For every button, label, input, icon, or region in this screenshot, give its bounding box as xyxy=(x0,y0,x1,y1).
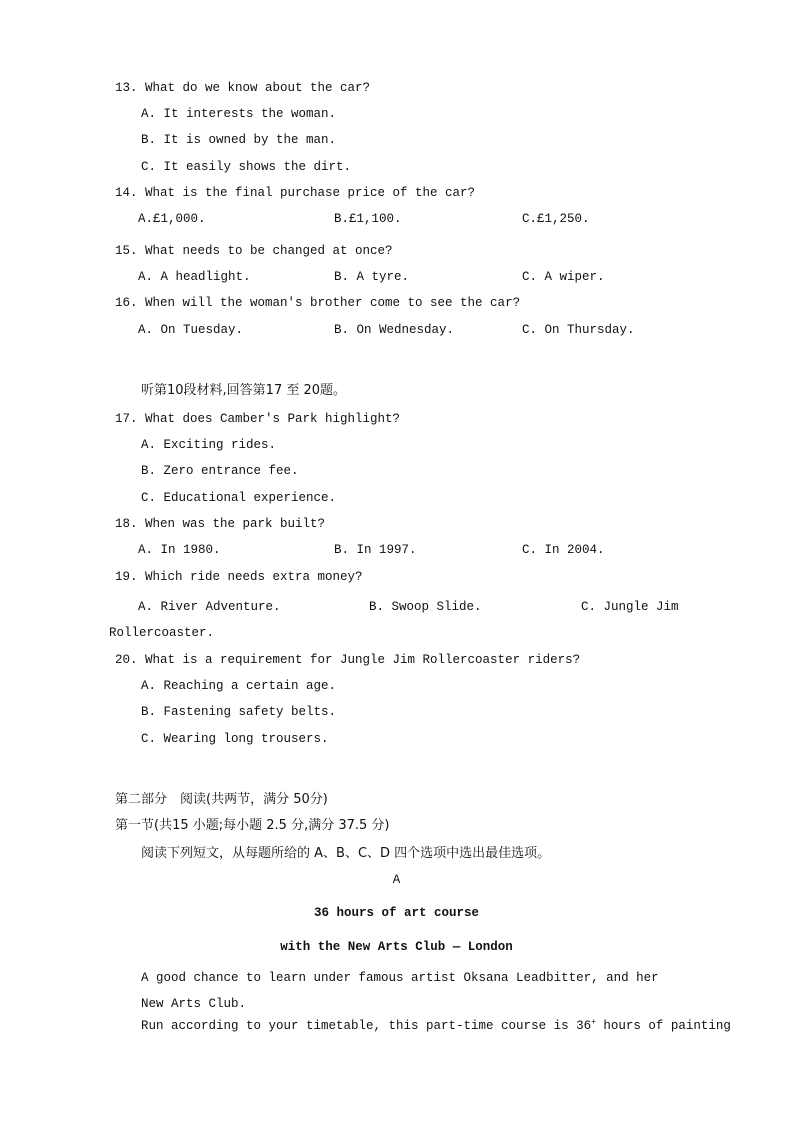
q13-option-c: C. It easily shows the dirt. xyxy=(141,160,352,174)
passage-title: 36 hours of art course xyxy=(313,906,480,920)
passage-paragraph-1: A good chance to learn under famous artist Oksana Leadbitter, and her New Arts Club. xyxy=(141,971,659,1011)
paragraph-2-text-end: hours of painting xyxy=(595,1019,731,1033)
question-20: 20. What is a requirement for Jungle Jim Rollercoaster riders? xyxy=(115,653,581,667)
q16-option-b: B. On Wednesday. xyxy=(334,323,455,337)
superscript-plus: + xyxy=(591,1017,596,1027)
q14-option-c: C.£1,250. xyxy=(522,212,590,226)
q13-option-a: A. It interests the woman. xyxy=(141,107,337,121)
q19-option-b: B. Swoop Slide. xyxy=(369,600,482,614)
q15-option-c: C. A wiper. xyxy=(522,270,605,284)
question-15: 15. What needs to be changed at once? xyxy=(115,244,393,258)
q16-option-a: A. On Tuesday. xyxy=(138,323,244,337)
q18-option-c: C. In 2004. xyxy=(522,543,605,557)
passage-paragraph-2 xyxy=(141,1018,731,1034)
q20-option-b: B. Fastening safety belts. xyxy=(141,705,337,719)
q14-option-a: A.£1,000. xyxy=(138,212,206,226)
part-2-heading: 第二部分 阅读(共两节，满分 50分) xyxy=(115,792,328,807)
q15-option-b: B. A tyre. xyxy=(334,270,410,284)
q19-option-c-continued: Rollercoaster. xyxy=(109,626,215,640)
question-19: 19. Which ride needs extra money? xyxy=(115,570,363,584)
q18-option-b: B. In 1997. xyxy=(334,543,417,557)
q20-option-a: A. Reaching a certain age. xyxy=(141,679,337,693)
reading-instruction: 阅读下列短文，从每题所给的 A、B、C、D 四个选项中选出最佳选项。 xyxy=(141,846,551,861)
passage-letter: A xyxy=(392,873,401,887)
question-13: 13. What do we know about the car? xyxy=(115,81,371,95)
question-18: 18. When was the park built? xyxy=(115,517,326,531)
q19-option-a: A. River Adventure. xyxy=(138,600,281,614)
section-10-instruction: 听第10段材料,回答第17 至 20题。 xyxy=(141,383,347,398)
question-17: 17. What does Camber's Park highlight? xyxy=(115,412,401,426)
q17-option-c: C. Educational experience. xyxy=(141,491,337,505)
q16-option-c: C. On Thursday. xyxy=(522,323,635,337)
q17-option-b: B. Zero entrance fee. xyxy=(141,464,299,478)
q20-option-c: C. Wearing long trousers. xyxy=(141,732,329,746)
q17-option-a: A. Exciting rides. xyxy=(141,438,277,452)
passage-subtitle: with the New Arts Club — London xyxy=(280,940,513,954)
q18-option-a: A. In 1980. xyxy=(138,543,221,557)
q13-option-b: B. It is owned by the man. xyxy=(141,133,337,147)
q15-option-a: A. A headlight. xyxy=(138,270,251,284)
q14-option-b: B.£1,100. xyxy=(334,212,402,226)
q19-option-c: C. Jungle Jim xyxy=(581,600,679,614)
paragraph-2-text: Run according to your timetable, this part-time course is 36 xyxy=(141,1019,592,1033)
section-1-heading: 第一节(共15 小题;每小题 2.5 分,满分 37.5 分) xyxy=(115,818,390,833)
question-16: 16. When will the woman's brother come to see the car? xyxy=(115,296,521,310)
question-14: 14. What is the final purchase price of the car? xyxy=(115,186,476,200)
